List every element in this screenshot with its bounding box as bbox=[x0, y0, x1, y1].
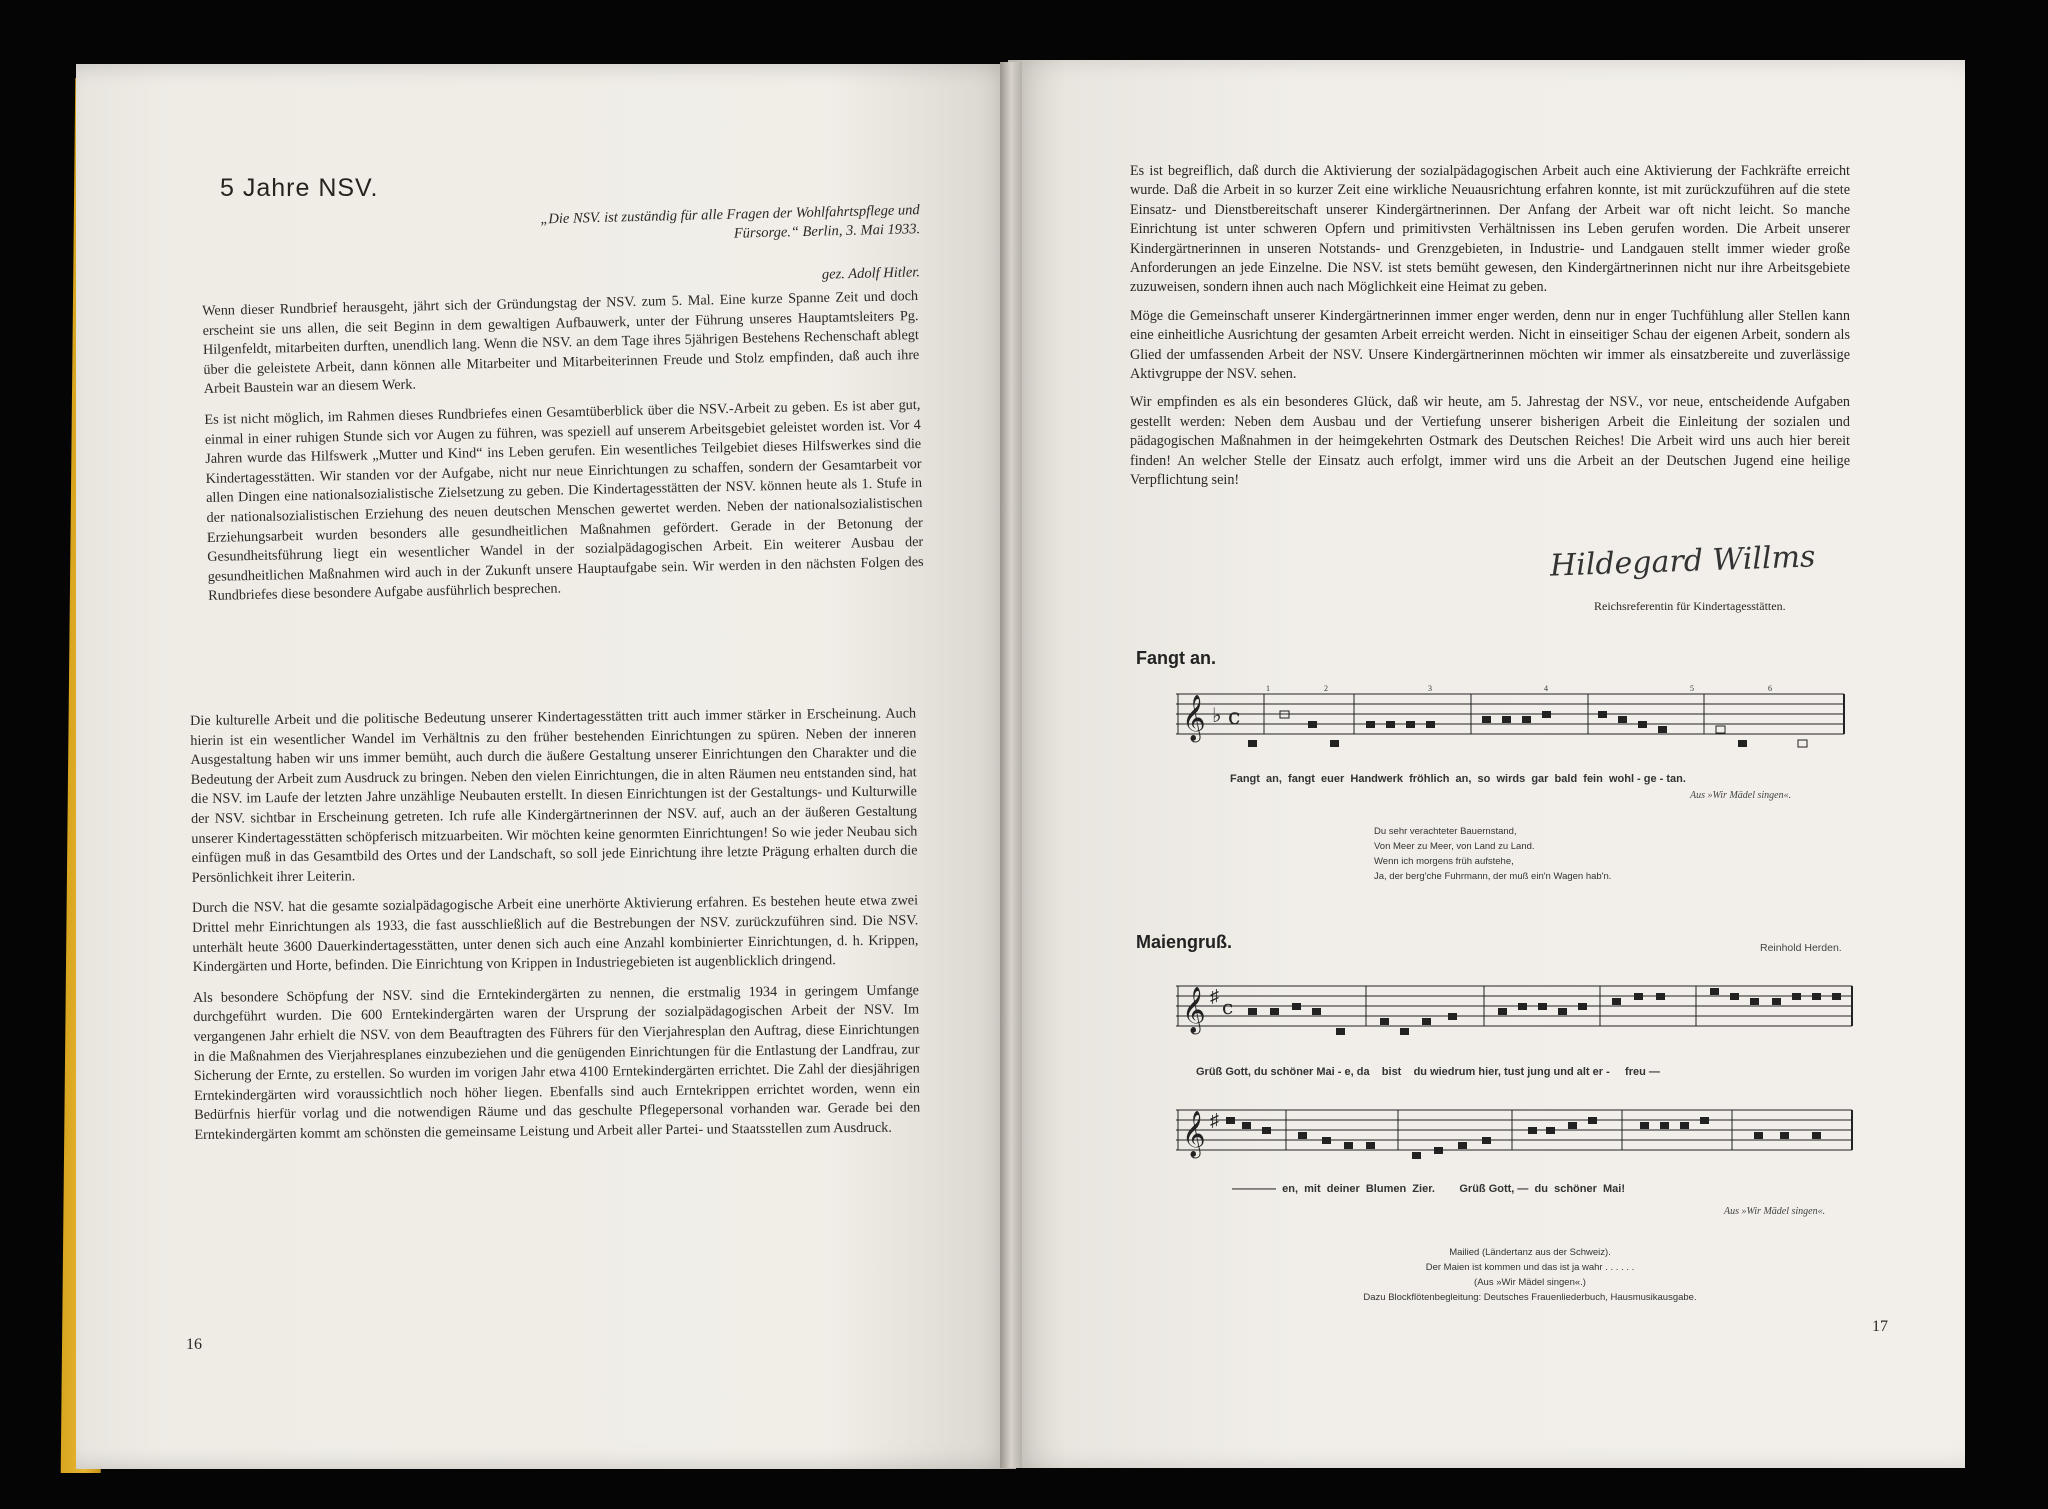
svg-text:𝄞: 𝄞 bbox=[1182, 1111, 1206, 1157]
left-body-top bbox=[202, 287, 924, 618]
music-staff-2a bbox=[1176, 972, 1854, 1052]
svg-text:c: c bbox=[1228, 705, 1241, 730]
epigraph-quote: „Die NSV. ist zuständig für alle Fragen der Wohlfahrtspflege und Fürsorge.“ Berlin, 3. Mai 1933. bbox=[540, 202, 921, 242]
music-staff-2b bbox=[1176, 1096, 1854, 1176]
article-title: 5 Jahre NSV. bbox=[220, 174, 379, 202]
paragraph: Durch die NSV. hat die gesamte sozialpädagogische Arbeit eine unerhörte Aktivierung erfahren. Es bestehen heute etwa zwei Drittel mehr Einrichtungen als 1933, die fast ausschließlich auf die Bestrebungen der NSV. zurückzuführen sind. Die NSV. unterhält heute 3600 Dauerkindertagesstätten, unter denen sich auch eine Anzahl kombinierter Einrichtungen, d. h. Krippen, Kindergärten und Horte, befinden. Die Einrichtung von Krippen in Industriegebieten ist augenblicklich dringend. bbox=[191, 892, 919, 976]
music-staff-1 bbox=[1176, 684, 1846, 764]
left-body-bottom bbox=[190, 704, 921, 1156]
svg-text:𝄞: 𝄞 bbox=[1182, 987, 1206, 1033]
paragraph: Als besondere Schöpfung der NSV. sind die Erntekindergärten zu nennen, die erstmalig 1934 in geringem Umfange durchgeführt wurden. Die 600 Erntekindergärten waren der Ursprung der sozialpädagogischen Arbeit der NSV. Im vergangenen Jahr erhielt die NSV. von dem Beauftragten des Führers für den Vierjahresplan den Auftrag, diese Einrichtungen in die Maßnahmen des Vierjahresplanes einzubeziehen und die genügenden Einrichtungen für die Entlastung der Landfrau, zur Sicherung der Ernte, zu erstellen. So wurden im vorigen Jahr etwa 4100 Erntekindergärten errichtet. Die Zahl der diesjährigen Erntekindergärten wird voraussichtlich noch höher liegen. Ebenfalls sind auch Erntekrippen errichtet worden, wenn ein Bedürfnis hierfür vorlag und die notwendigen Räume und das geschulte Pflegepersonal vorhanden war. Gerade bei den Erntekindergärten kommt am schönsten die gemeinsame Leistung und Arbeit aller Partei- und Staatsstellen zum Ausdruck. bbox=[192, 982, 921, 1143]
svg-text:5: 5 bbox=[1690, 684, 1694, 693]
paragraph: Es ist begreiflich, daß durch die Aktivierung der sozialpädagogischen Arbeit auch eine Aktivierung der Fachkräfte erreicht wurde. Daß die Arbeit in so kurzer Zeit eine wirkliche Neuausrichtung erfahren konnte, ist mit zurückzuführen auf die stete Einsatz- und Dienstbereitschaft unserer Kindergärtnerinnen. Der Anfang der Arbeit war oft nicht leicht. So manche Einrichtung ist unter schweren Opfern und primitivsten Verhältnissen ins Leben gerufen worden. Die Arbeit unserer Kindergärtnerinnen in unseren Notstands- und Grenzgebieten, in Industrie- und Landgauen stellt immer wieder große Anforderungen an jede Einzelne. Die NSV. ist stets bemüht gewesen, den Kindergärtnerinnen nicht nur ihre Arbeitsgebiete zuzuweisen, sondern ihnen auch nach Möglichkeit eine Heimat zu geben. bbox=[1130, 163, 1850, 296]
signature-role: Reichsreferentin für Kindertagesstätten. bbox=[1594, 599, 1786, 613]
paragraph: Wir empfinden es als ein besonderes Glück, daß wir heute, am 5. Jahrestag der NSV., vor neue, entscheidende Aufgaben gestellt werden: Neben dem Ausbau und der Vertiefung unserer bisherigen Arbeit die Einleitung der sozialen und pädagogischen Maßnahmen in der heimgekehrten Ostmark des Deutschen Reiches! Die Arbeit wird uns auch hier bereit finden! An welcher Stelle der Einsatz auch erfolgt, immer wird uns die Arbeit an der Deutschen Jugend eine heilige Verpflichtung sein! bbox=[1130, 394, 1850, 489]
song2-composer: Reinhold Herden. bbox=[1760, 942, 1842, 954]
svg-text:1: 1 bbox=[1266, 684, 1270, 693]
svg-text:c: c bbox=[1222, 995, 1234, 1019]
book-gutter bbox=[1000, 62, 1022, 1468]
epigraph-signature: gez. Adolf Hitler. bbox=[821, 264, 921, 283]
song-title-2: Maiengruß. bbox=[1136, 932, 1233, 952]
handwritten-signature: Hildegard Willms bbox=[1549, 539, 1816, 584]
song-footnote: Mailied (Ländertanz aus der Schweiz). Der Maien ist kommen und das ist ja wahr . . . . . . (Aus »Wir Mädel singen«.) Dazu Blockflötenbegleitung: Deutsches Frauenliederbuch, Hausmusikausgabe. bbox=[1363, 1247, 1697, 1303]
right-body bbox=[1130, 162, 1850, 500]
song1-source: Aus »Wir Mädel singen«. bbox=[1690, 790, 1792, 801]
song2-lyrics-line1: Grüß Gott, du schöner Mai - e, da bist du wiedrum hier, tust jung und alt er - freu — bbox=[1196, 1066, 1660, 1078]
svg-text:♯: ♯ bbox=[1210, 986, 1219, 1006]
svg-text:𝄞: 𝄞 bbox=[1182, 695, 1206, 741]
svg-text:3: 3 bbox=[1428, 684, 1432, 693]
song2-source: Aus »Wir Mädel singen«. bbox=[1724, 1206, 1826, 1217]
svg-text:4: 4 bbox=[1544, 684, 1548, 693]
svg-text:♭: ♭ bbox=[1212, 705, 1222, 727]
song1-verse: Du sehr verachteter Bauernstand, Von Meer zu Meer, von Land zu Land. Wenn ich morgens früh aufstehe, Ja, der berg'che Fuhrmann, der muß ein'n Wagen hab'n. bbox=[1374, 826, 1612, 882]
svg-text:6: 6 bbox=[1768, 684, 1772, 693]
paragraph: Es ist nicht möglich, im Rahmen dieses Rundbriefes einen Gesamtüberblick über die NSV.-Arbeit zu geben. Es ist aber gut, einmal in einer ruhigen Stunde sich vor Augen zu führen, was speziell auf unserem Arbeitsgebiet geleistet worden ist. Vor 4 Jahren wurde das Hilfswerk „Mutter und Kind“ ins Leben gerufen. Ein wesentliches Teilgebiet dieses Hilfswerkes sind die Kindertagesstätten. Wir standen vor der Aufgabe, nicht nur neue Einrichtungen zu schaffen, sondern der Gesamtarbeit vor allen Dingen eine nationalsozialistische Zielsetzung zu geben. Die Kindertagesstätten der NSV. können heute als 1. Stufe in der nationalsozialistischen Erziehung des neuen deutschen Menschen gewertet werden. Neben der nationalsozialistischen Erziehungsarbeit wurden besonders alle gesundheitlichen Maßnahmen gefördert. Gerade in der Betonung der Gesundheitsführung liegt ein wesentlicher Wandel in der sozialpädagogischen Arbeit. Ein weiterer Ausbau der gesundheitlichen Maßnahmen wird auch in der Zukunft unsere Hauptaufgabe sein. Wir werden in den nächsten Folgen des Rundbriefes diese besondere Aufgabe ausführlich besprechen. bbox=[204, 396, 924, 605]
svg-text:2: 2 bbox=[1324, 684, 1328, 693]
song1-lyrics: Fangt an, fangt euer Handwerk fröhlich an, so wirds gar bald fein wohl - ge - tan. bbox=[1230, 773, 1686, 785]
paragraph: Die kulturelle Arbeit und die politische Bedeutung unserer Kindertagesstätten tritt auch immer stärker in Erscheinung. Auch hierin ist ein wesentlicher Wandel im Verhältnis zu den früher bestehenden Einrichtungen zu spüren. Neben der inneren Ausgestaltung haben wir uns immer bemüht, auch durch die äußere Gestaltung unserer Einrichtungen den Charakter und die Bedeutung der Arbeit zum Ausdruck zu bringen. Neben den vielen Einrichtungen, die in alten Räumen neu entstanden sind, hat die NSV. im Laufe der letzten Jahre unzählige Neubauten erstellt. In diesen Einrichtungen ist der Gestaltungs- und Kulturwille der NSV. sichtbar in Erscheinung getreten. Ich rufe alle Kindergärtnerinnen der NSV. auf, auch an der äußeren Gestaltung unserer Kindertagesstätten schöpferisch mitzuarbeiten. Wir möchten keine genormten Einrichtungen! So wie jeder Neubau sich einfügen muß in das Gesamtbild des Ortes und der Landschaft, so soll jede Einrichtung ihre letzte Prägung erhalten durch die Persönlichkeit ihrer Leiterin. bbox=[190, 705, 918, 886]
song2-lyrics-line2: ———— en, mit deiner Blumen Zier. Grüß Gott, — du schöner Mai! bbox=[1232, 1183, 1625, 1195]
paragraph: Möge die Gemeinschaft unserer Kindergärtnerinnen immer enger werden, denn nur in enger Tuchfühlung aller Stellen kann eine einheitliche Ausrichtung der gesamten Arbeit erreicht werden. Nicht in einseitiger Schau der eigenen Arbeit, sondern als Glied der umfassenden Arbeit der NSV. Unsere Kindergärtnerinnen möchten wir immer als einsatzbereite und zuverlässige Aktivgruppe der NSV. sehen. bbox=[1130, 307, 1850, 383]
svg-text:♯: ♯ bbox=[1210, 1110, 1219, 1130]
page-number-left: 16 bbox=[186, 1336, 202, 1353]
song-title-1: Fangt an. bbox=[1136, 648, 1216, 668]
paragraph: Wenn dieser Rundbrief herausgeht, jährt sich der Gründungstag der NSV. zum 5. Mal. Eine kurze Spanne Zeit und doch erscheint sie uns allen, die seit Beginn in dem gewaltigen Aufbauwerk, unter der Führung unseres Hauptamtsleiters Pg. Hilgenfeldt, mitarbeiten durften, unendlich lang. Wenn die NSV. an dem Tage ihres 5jährigen Bestehens Rechenschaft ablegt über die geleistete Arbeit, dann können alle Mitarbeiter und Mitarbeiterinnen Freude und Stolz empfinden, daß auch ihre Arbeit Baustein war an diesem Werk. bbox=[202, 288, 920, 398]
page-number-right: 17 bbox=[1872, 1318, 1888, 1335]
